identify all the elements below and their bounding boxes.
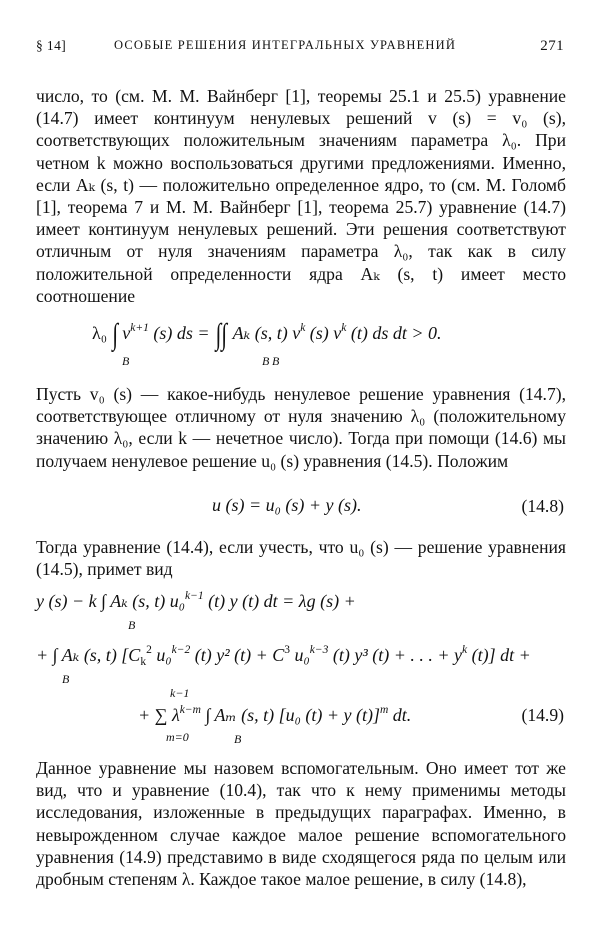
double-integral-sign: ∫∫ xyxy=(215,318,227,351)
running-title: ОСОБЫЕ РЕШЕНИЯ ИНТЕГРАЛЬНЫХ УРАВНЕНИЙ xyxy=(114,38,457,52)
sum-upper-limit: k−1 xyxy=(170,686,190,700)
equation-number-14-9: (14.9) xyxy=(521,705,564,725)
paragraph-3: Тогда уравнение (14.4), если учесть, что u₀ (s) — решение уравнения (14.5), примет вид xyxy=(36,537,566,580)
paragraph-4: Данное уравнение мы назовем вспомогательным. Оно имеет тот же вид, что и уравнение (10.4), так что к нему применимы методы исследования, изложенные в предыдущих параграфах. Именно, в невырожденном случае каждое малое решение вспомогательного уравнения (14.9) представимо в виде сходящегося ряда по целым или дробным степеням λ. Каждое такое малое решение, в силу (14.8), xyxy=(36,758,566,890)
paragraph-1: число, то (см. М. М. Вайнберг [1], теоремы 25.1 и 25.5) уравнение (14.7) имеет континуум ненулевых решений v (s) = v₀ (s), соответствующих положительным значениям параметра λ₀. При четном k можно воспользоваться другими предложениями. Именно, если Aₖ (s, t) — положительно определенное ядро, то (см. М. Голомб [1], теорема 7 и М. М. Вайнберг [1], теорема 25.7) уравнение (14.7) имеет континуум ненулевых решений. Эти решения соответствуют отличным от нуля значениям параметра λ₀, так как в силу положительной определенности ядра Aₖ (s, t) имеет место соотношение xyxy=(36,86,566,306)
running-header xyxy=(36,38,564,58)
equation-14-8: u (s) = u₀ (s) + y (s). xyxy=(212,495,362,515)
equation-positivity: λ₀ ∫ $v^{k+1}$ (s) ds = ∫∫ Aₖ (s, t) $v^k$ (s) $v^k$ (t) ds dt > 0. B B B xyxy=(92,318,442,368)
equation-14-9-line-2: + ∫ Aₖ (s, t) [$C_k^2$ u₀$^{k-2}$ (t) y² $(t) + C^3$ u₀$^{k-3}$ (t) y³ (t) + . . . + $y^k$ (t)] dt + B xyxy=(36,644,531,686)
paragraph-2: Пусть v₀ (s) — какое-нибудь ненулевое решение уравнения (14.7), соответствующее отличному от нуля значению λ₀ (положительному значению λ₀, если k — нечетное число). Тогда при помощи (14.6) мы получаем ненулевое решение u₀ (s) уравнения (14.5). Положим xyxy=(36,384,566,471)
integral-domain: B xyxy=(128,618,136,632)
sum-lower-limit: m=0 xyxy=(166,730,189,744)
integral-sign: ∫ xyxy=(111,318,118,351)
equation-number-14-8: (14.8) xyxy=(521,496,564,516)
page-number: 271 xyxy=(540,38,564,54)
section-marker: § 14] xyxy=(36,38,67,53)
equation-14-9-line-3: k−1 + ∑ $\lambda^{k-m}$ ∫ Aₘ (s, t) [u₀ (t) + y (t)]$^m$ dt. m=0 B xyxy=(138,686,412,746)
equation-14-9-line-1: y (s) − k ∫ Aₖ (s, t) u₀$^{k-1}$ (t) y (t) dt = λg (s) + B xyxy=(36,590,356,632)
integral-domain: B xyxy=(234,732,242,746)
integral-domain: B xyxy=(122,354,130,368)
integral-domain: B xyxy=(262,354,270,368)
integral-domain: B xyxy=(62,672,70,686)
integral-domain: B xyxy=(272,354,280,368)
